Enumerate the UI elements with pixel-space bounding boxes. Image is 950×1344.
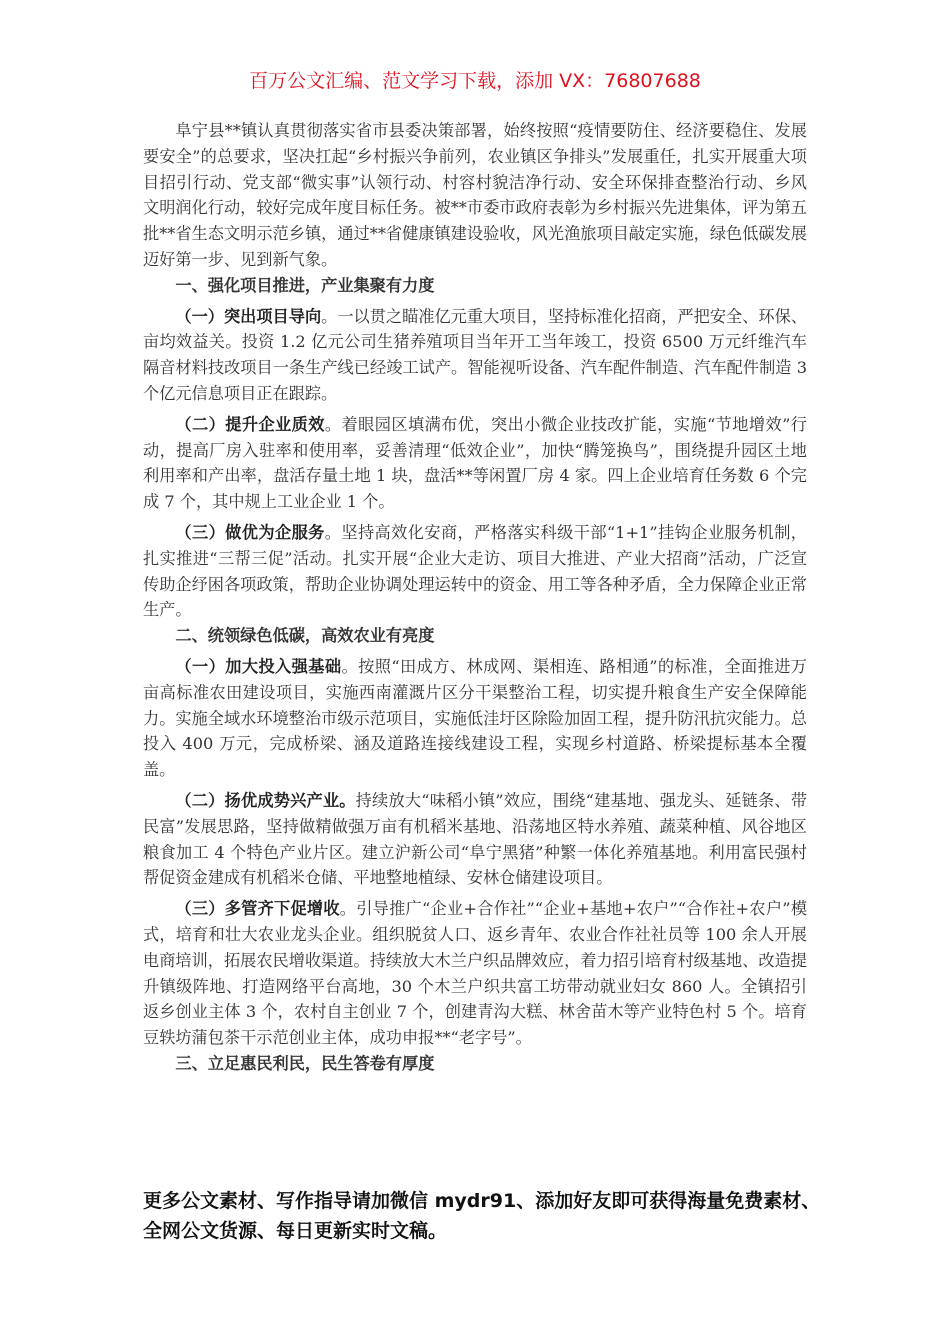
paragraph-1-2 [143, 412, 807, 515]
paragraph-2-2 [143, 788, 807, 891]
paragraph-body-1-3: 。坚持高效化安商，严格落实科级干部“1+1”挂钩企业服务机制，扎实推进“三帮三促”活动。扎实开展“企业大走访、项目大推进、产业大招商”活动，广泛宣传助企纾困各项政策，帮助企业协调处理运转中的资金、用工等各种矛盾，全力保障企业正常生产。 [143, 522, 807, 620]
section-heading-2: 二、统领绿色低碳，高效农业有亮度 [175, 626, 435, 646]
paragraph-body-2-2: 持续放大“味稻小镇”效应，围绕“建基地、强龙头、延链条、带民富”发展思路，坚持做精做强万亩有机稻米基地、沿荡地区特水养殖、蔬菜种植、风谷地区粮食加工 4 个特色产业片区。建立沪新公司“阜宁黑猪”种繁一体化养殖基地。利用富民强村帮促资金建成有机稻米仓储、平地整地植绿、安林仓储建设项目。 [143, 790, 808, 888]
subheading-2-1: （一）加大投入强基础 [175, 656, 342, 676]
paragraph-1-1 [143, 304, 807, 407]
paragraph-1-3 [143, 520, 807, 623]
subheading-2-3: （三）多管齐下促增收 [175, 899, 340, 919]
subheading-2-2: （二）扬优成势兴产业。 [175, 790, 356, 810]
paragraph-body-1-2: 。着眼园区填满布优，突出小微企业技改扩能，实施“节地增效”行动，提高厂房入驻率和使用率，妥善清理“低效企业”，加快“腾笼换鸟”，围绕提升园区土地利用率和产出率，盘活存量土地 1 块，盘活**等闲置厂房 4 家。四上企业培育任务数 6 个完成 7 个，其中规上工业企业 1 个。 [143, 414, 807, 512]
paragraph-2-1 [143, 654, 807, 783]
footer-promo: 更多公文素材、写作指导请加微信 mydr91、添加好友即可获得海量免费素材、全网公文货源、每日更新实时文稿。 [143, 1190, 821, 1242]
paragraph-body-2-3: 。引导推广“企业+合作社”“企业+基地+农户”“合作社+农户”模式，培育和壮大农业龙头企业。组织脱贫人口、返乡青年、农业合作社社员等 100 余人开展电商培训，拓展农民增收渠道。持续放大木兰户织品牌效应，着力招引培育村级基地、改造提升镇级阵地、打造网络平台高地，30 个木兰户织共富工坊带动就业妇女 860 人。全镇招引返乡创业主体 3 个，农村自主创业 7 个，创建青沟大糕、林舍苗木等产业特色村 5 个。培育豆轶坊蒲包茶干示范创业主体，成功申报**“老字号”。 [143, 899, 808, 1048]
subheading-1-2: （二）提升企业质效 [175, 414, 325, 434]
section-heading-3: 三、立足惠民利民，民生答卷有厚度 [175, 1053, 435, 1073]
subheading-1-1: （一）突出项目导向 [175, 306, 322, 326]
paragraph-2-3 [143, 896, 807, 1051]
intro-paragraph: 阜宁县**镇认真贯彻落实省市县委决策部署，始终按照“疫情要防住、经济要稳住、发展要安全”的总要求，坚决扛起“乡村振兴争前列，农业镇区争排头”发展重任，扎实开展重大项目招引行动、党支部“微实事”认领行动、村容村貌洁净行动、安全环保排查整治行动、乡风文明润化行动，较好完成年度目标任务。被**市委市政府表彰为乡村振兴先进集体，评为第五批**省生态文明示范乡镇，通过**省健康镇建设验收，风光渔旅项目敲定实施，绿色低碳发展迈好第一步、见到新气象。 [143, 121, 807, 269]
paragraph-body-2-1: 。按照“田成方、林成网、渠相连、路相通”的标准，全面推进万亩高标准农田建设项目，实施西南灌溉片区分干渠整治工程，切实提升粮食生产安全保障能力。实施全域水环境整治市级示范项目，实施低洼圩区除险加固工程，提升防汛抗灾能力。总投入 400 万元，完成桥梁、涵及道路连接线建设工程，实现乡村道路、桥梁提标基本全覆盖。 [143, 656, 807, 780]
subheading-1-3: （三）做优为企服务 [175, 522, 325, 542]
section-heading-1: 一、强化项目推进，产业集聚有力度 [175, 275, 435, 295]
header-banner: 百万公文汇编、范文学习下载，添加 VX：76807688 [249, 70, 701, 92]
document-body [143, 118, 807, 1077]
paragraph-body-1-1: 。一以贯之瞄准亿元重大项目，坚持标准化招商，严把安全、环保、亩均效益关。投资 1.2 亿元公司生猪养殖项目当年开工当年竣工，投资 6500 万元纤维汽车隔音材料技改项目一条生产线已经竣工试产。智能视听设备、汽车配件制造、汽车配件制造 3 个亿元信息项目正在跟踪。 [143, 306, 808, 403]
